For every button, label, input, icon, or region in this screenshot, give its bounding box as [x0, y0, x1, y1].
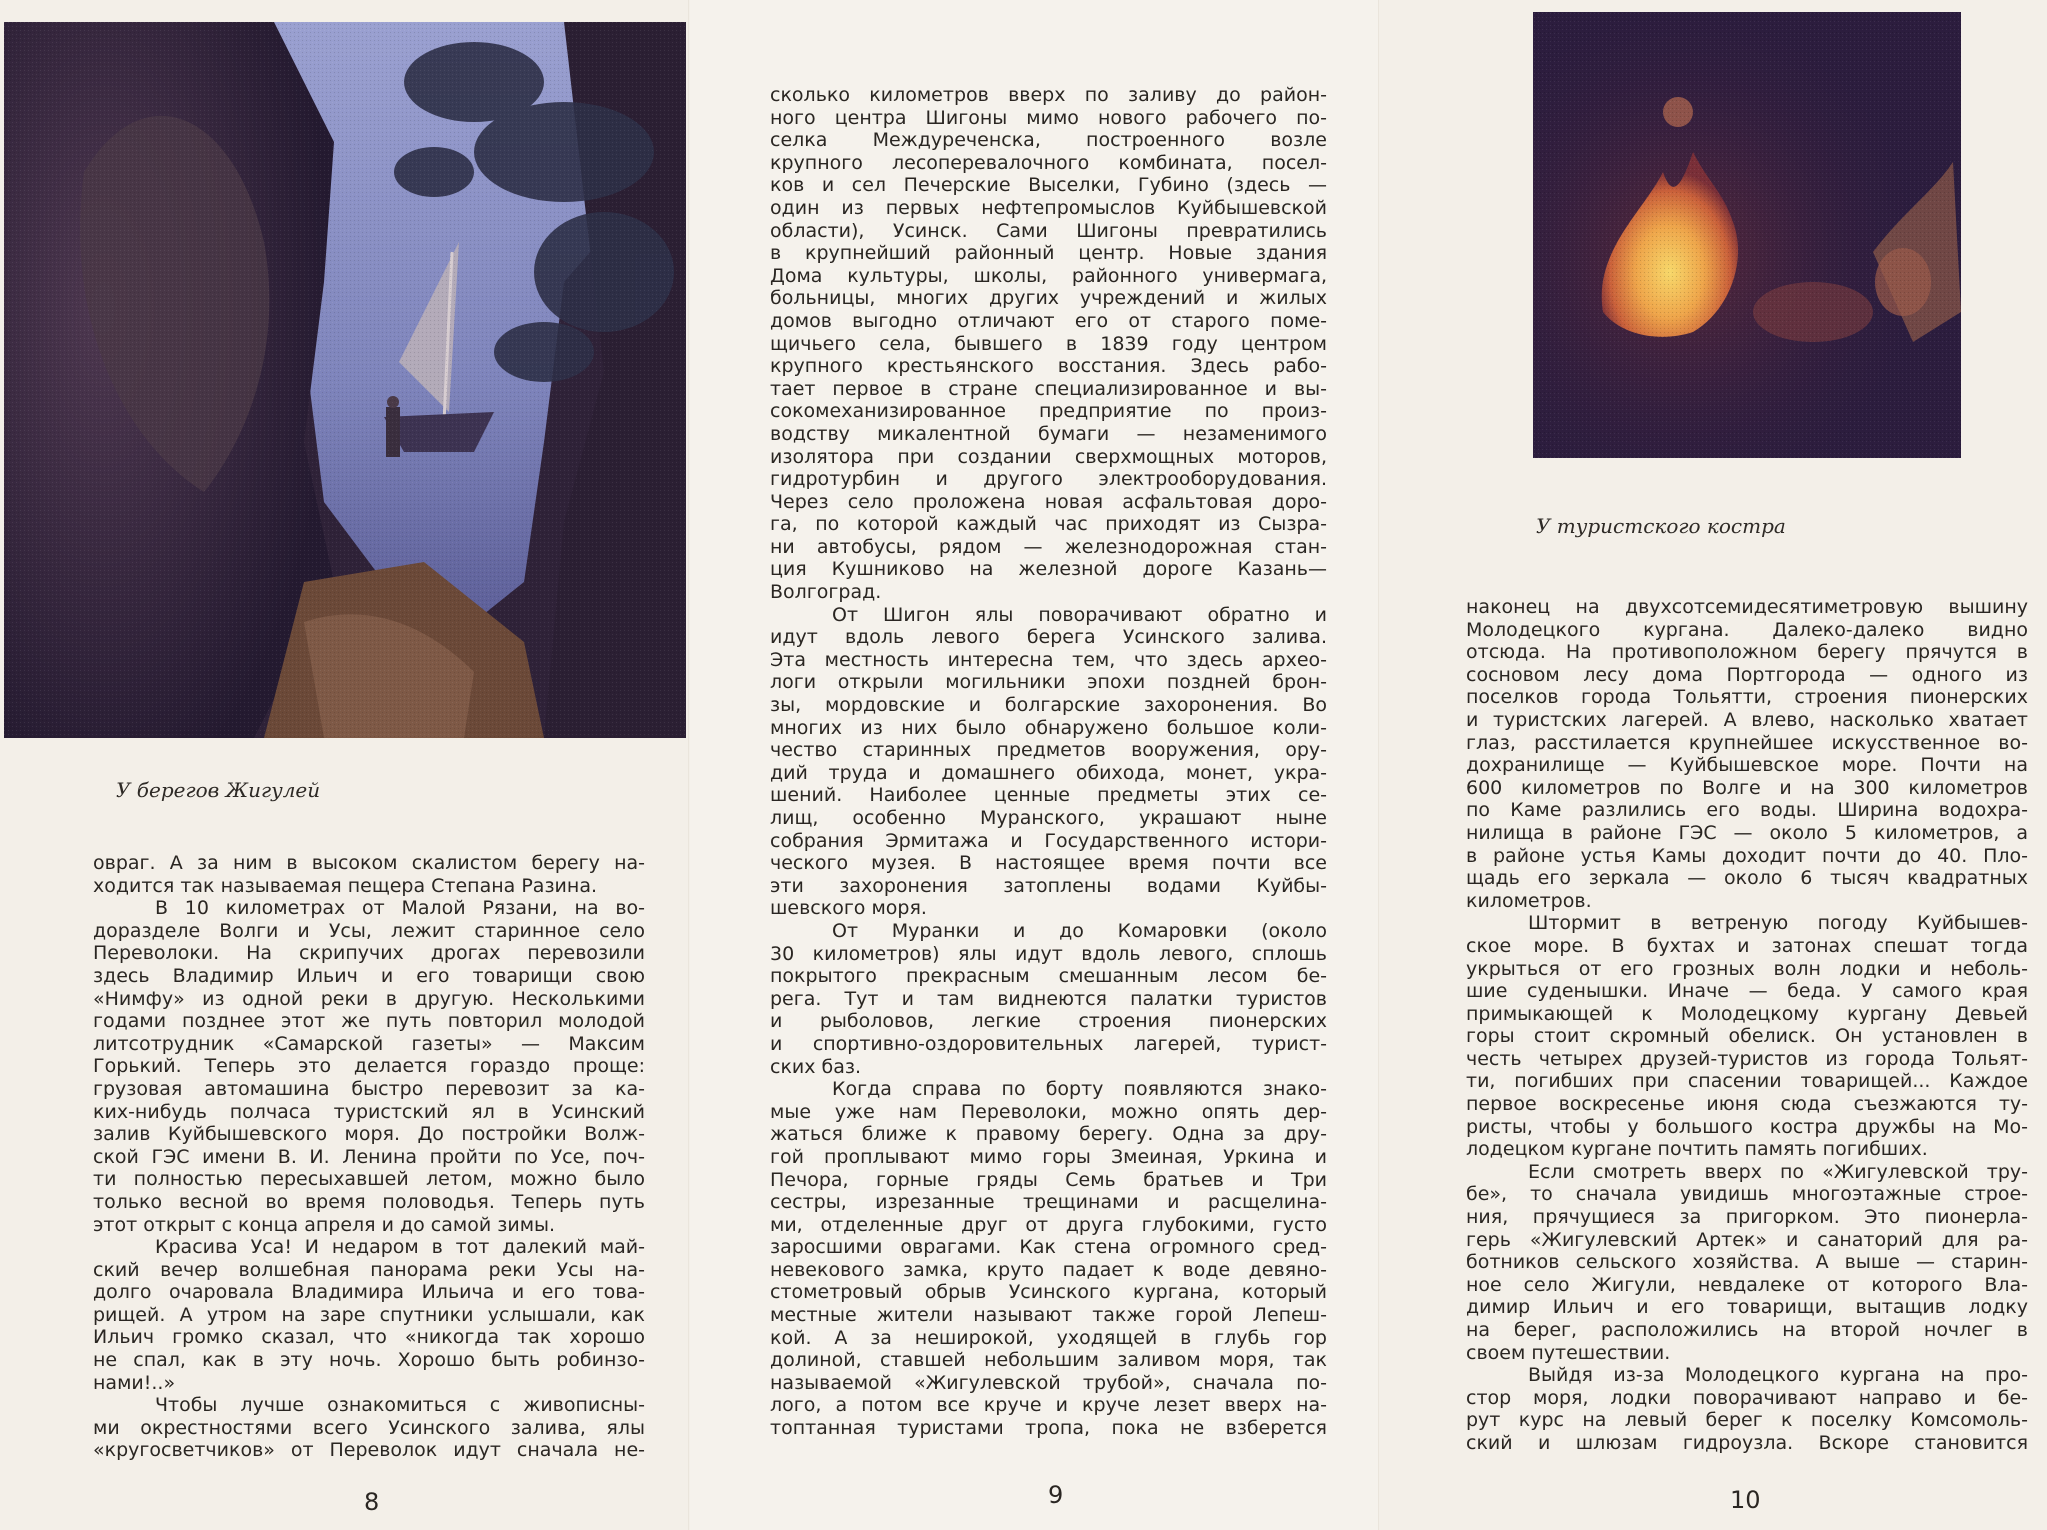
text-line [770, 491, 1327, 514]
text-line [93, 1191, 645, 1214]
text-line-content: шений. Наиболее ценные предметы этих се- [770, 784, 1327, 807]
text-line-content: ский вечер волшебная панорама реки Усы на- [93, 1258, 645, 1281]
text-line [770, 626, 1327, 649]
text-line [93, 1123, 645, 1146]
text-line-content: многих из них было обнаружено большое коли- [770, 716, 1327, 739]
text-line-content: стометровый обрыв Усинского кургана, который [770, 1281, 1327, 1304]
text-line-content: и рыболовов, легкие строения пионерских [770, 1010, 1327, 1033]
text-line [770, 1010, 1327, 1033]
text-line-content: первое воскресенье июня сюда съезжаются ту- [1466, 1093, 2028, 1116]
text-line-content: ми окрестностями всего Усинского залива, ялы [93, 1416, 645, 1439]
text-line-content: тает первое в стране специализированное и вы- [770, 377, 1327, 400]
text-line [770, 400, 1327, 423]
text-line [93, 920, 645, 943]
text-line [1466, 1048, 2028, 1071]
text-line-content: зы, мордовские и болгарские захоронения. Во [770, 694, 1327, 717]
text-line-content: селка Междуреченска, построенного возле [770, 129, 1327, 152]
text-line [770, 1078, 1327, 1101]
text-line-content: ский и шлюзам гидроузла. Вскоре становится [1466, 1431, 2028, 1454]
text-line-content: на берег, расположились на второй ночлег в [1466, 1319, 2028, 1341]
text-line [770, 1214, 1327, 1237]
text-line [93, 942, 645, 965]
text-line-content: щичьего села, бывшего в 1839 году центром [770, 332, 1327, 355]
text-line-content: и спортивно-оздоровительных лагерей, турист- [770, 1032, 1327, 1055]
text-line-content: ния, прячущиеся за пригорком. Это пионерла- [1466, 1206, 2028, 1229]
text-line-content: Молодецкого кургана. Далеко-далеко видно [1466, 618, 2028, 641]
text-line-content: годами позднее этот же путь повторил молодой [93, 1010, 645, 1033]
text-line-content: 30 километров) ялы идут вдоль левого, сплошь [770, 942, 1327, 965]
text-line-content: Если смотреть вверх по «Жигулевской тру- [1528, 1160, 2028, 1183]
text-line-content: местные жители называют также горой Лепеш- [770, 1304, 1327, 1327]
text-line-content: доразделе Волги и Усы, лежит старинное село [93, 919, 645, 942]
text-line-content: «кругосветчиков» от Переволок идут сначала не- [93, 1439, 645, 1462]
text-line [770, 1056, 1327, 1079]
text-line [770, 807, 1327, 830]
text-line [93, 965, 645, 988]
page-9 [690, 0, 1378, 1530]
text-line [770, 694, 1327, 717]
text-line [770, 1327, 1327, 1350]
text-line [770, 107, 1327, 130]
text-line-content: ми, отделенные друг от друга глубокими, густо [770, 1213, 1327, 1236]
text-line [93, 875, 645, 898]
photo-caption: У берегов Жигулей [116, 778, 321, 802]
photo-caption: У туристского костра [1536, 514, 1786, 538]
text-line-content: В 10 километрах от Малой Рязани, на во- [155, 897, 645, 920]
text-line-content: ного центра Шигоны мимо нового рабочего по- [770, 106, 1327, 129]
text-line [1466, 777, 2028, 800]
text-line [770, 558, 1327, 581]
cliffs-and-sailboat-photo [4, 22, 686, 738]
text-line-content: «Нимфу» из одной реки в другую. Несколькими [93, 987, 645, 1010]
text-line [1466, 754, 2028, 777]
text-line-content: примыкающей к Молодецкому кургану Девьей [1466, 1002, 2028, 1025]
text-line-content: сестры, изрезанные трещинами и расщелина- [770, 1191, 1327, 1214]
text-line-content: Ильич громко сказал, что «никогда так хорошо [93, 1326, 645, 1349]
text-line [770, 333, 1327, 356]
text-line [770, 671, 1327, 694]
text-line-content: ция Кушниково на железной дороге Казань— [770, 558, 1327, 581]
text-line [770, 287, 1327, 310]
text-line [93, 852, 645, 875]
text-line [1466, 890, 2028, 913]
text-line-content: по Каме разлились его воды. Ширина водохра- [1466, 799, 2028, 822]
text-line [93, 1214, 645, 1237]
text-line [93, 1055, 645, 1078]
text-line-content: Эта местность интересна тем, что здесь архео- [770, 648, 1327, 671]
text-line [770, 830, 1327, 853]
campfire-photo-illustration [1533, 12, 1961, 458]
text-line-content: шие суденышки. Иначе — беда. У самого края [1466, 980, 2028, 1003]
text-line [1466, 980, 2028, 1003]
text-line-content: Выйдя из-за Молодецкого кургана на про- [1528, 1364, 2028, 1387]
text-line [770, 965, 1327, 988]
text-line-content: идут вдоль левого берега Усинского залива. [770, 626, 1327, 649]
text-line-content: бе», то сначала увидишь многоэтажные строе- [1466, 1183, 2028, 1206]
text-line-content: сосновом лесу дома Портгорода — одного из [1466, 663, 2028, 686]
body-text-column [1466, 596, 2028, 1455]
text-line-content: димир Ильич и его товарищи, вытащив лодку [1466, 1296, 2028, 1319]
text-line [1466, 1251, 2028, 1274]
text-line-content: в районе устья Камы доходит почти до 40. Пло- [1466, 844, 2028, 867]
text-line-content: домов выгодно отличают его от старого поме- [770, 309, 1327, 332]
text-line-content: только весной во время половодья. Теперь путь [93, 1190, 645, 1213]
text-line-content: От Муранки и до Комаровки (около [832, 919, 1327, 942]
text-line [1466, 1070, 2028, 1093]
text-line [770, 129, 1327, 152]
text-line [93, 1439, 645, 1462]
text-line [1466, 1296, 2028, 1319]
text-line-content: ких-нибудь полчаса туристский ял в Усинский [93, 1100, 645, 1123]
text-line [1466, 1025, 2028, 1048]
text-line [770, 875, 1327, 898]
text-line-content: ни автобусы, рядом — железнодорожная стан- [770, 535, 1327, 558]
text-line-content: Когда справа по борту появляются знако- [832, 1078, 1327, 1101]
text-line [770, 265, 1327, 288]
campfire-photo [1533, 12, 1961, 458]
text-line-content: в крупнейший районный центр. Новые здания [770, 242, 1327, 265]
text-line [1466, 1409, 2028, 1432]
text-line-content: наконец на двухсотсемидесятиметровую вышину [1466, 596, 2028, 618]
page-number: 8 [364, 1488, 380, 1516]
text-line-content: поселков города Тольятти, строения пионерских [1466, 686, 2028, 709]
text-line [770, 988, 1327, 1011]
text-line-content: и туристских лагерей. А влево, насколько хватает [1466, 708, 2028, 731]
text-line [93, 1304, 645, 1327]
text-line [770, 1372, 1327, 1395]
text-line [1466, 1319, 2028, 1342]
text-line-content: крупного крестьянского восстания. Здесь рабо- [770, 355, 1327, 378]
text-line-content: ти полностью пересыхавшей летом, можно было [93, 1168, 645, 1191]
text-line [770, 762, 1327, 785]
text-line [1466, 1093, 2028, 1116]
text-line-content: щадь его зеркала — около 6 тысяч квадратных [1466, 867, 2028, 890]
text-line [770, 1417, 1327, 1440]
text-line [93, 1101, 645, 1124]
text-line [93, 1349, 645, 1372]
text-line [770, 468, 1327, 491]
text-line-content: собрания Эрмитажа и Государственного истори- [770, 829, 1327, 852]
text-line-content: укрыться от его грозных волн лодки и неболь- [1466, 957, 2028, 980]
text-line [93, 1078, 645, 1101]
text-line-content: ков и сел Печерские Выселки, Губино (здесь — [770, 174, 1327, 197]
text-line [1466, 958, 2028, 981]
text-line-content: называемой «Жигулевской трубой», сначала по- [770, 1371, 1327, 1394]
text-line-content: рищей. А утром на заре спутники услышали, как [93, 1303, 645, 1326]
text-line-content: больницы, многих других учреждений и жилых [770, 287, 1327, 310]
text-line [1466, 1229, 2028, 1252]
text-line [770, 1394, 1327, 1417]
text-line [93, 1326, 645, 1349]
text-line-content: ходится так называемая пещера Степана Разина. [93, 874, 598, 897]
text-line-content: нами!..» [93, 1371, 176, 1394]
text-line [770, 1281, 1327, 1304]
text-line [770, 84, 1327, 107]
text-line-content: долиной, ставшей небольшим заливом моря, так [770, 1349, 1327, 1372]
text-line [1466, 867, 2028, 890]
text-line [1466, 641, 2028, 664]
text-line-content: дий труда и домашнего обихода, монет, укра- [770, 761, 1327, 784]
text-line [770, 852, 1327, 875]
text-line-content: лого, а потом все круче и круче лезет вверх на- [770, 1394, 1327, 1417]
text-line-content: логи открыли могильники эпохи поздней брон- [770, 671, 1327, 694]
text-line-content: здесь Владимир Ильич и его товарищи свою [93, 964, 645, 987]
text-line-content: ботников сельского хозяйства. А выше — старин- [1466, 1251, 2028, 1274]
text-line [770, 1191, 1327, 1214]
text-line [93, 1033, 645, 1056]
text-line-content: залив Куйбышевского моря. До постройки Волж- [93, 1123, 645, 1146]
text-line [1466, 1342, 2028, 1365]
text-line [770, 604, 1327, 627]
text-line [770, 920, 1327, 943]
text-line [770, 378, 1327, 401]
text-line-content: герь «Жигулевский Артек» и санаторий для ра- [1466, 1228, 2028, 1251]
text-line-content: 600 километров по Волге и на 300 километров [1466, 776, 2028, 799]
text-line [1466, 935, 2028, 958]
text-line [770, 739, 1327, 762]
text-line [93, 1417, 645, 1440]
text-line [93, 1168, 645, 1191]
text-line-content: лодецком кургане почтить память погибших. [1466, 1138, 1928, 1161]
text-line-content: ских баз. [770, 1055, 862, 1078]
text-line [1466, 822, 2028, 845]
text-line-content: овраг. А за ним в высоком скалистом берегу на- [93, 852, 645, 874]
text-line-content: сокомеханизированное предприятие по произ- [770, 400, 1327, 423]
text-line-content: ристы, чтобы у большого костра дружбы на Мо- [1466, 1115, 2028, 1138]
text-line-content: гой проплывают мимо горы Змеиная, Уркина и [770, 1145, 1327, 1168]
text-line [770, 1146, 1327, 1169]
text-line-content: ской ГЭС имени В. И. Ленина пройти по Усе, поч- [93, 1145, 645, 1168]
text-line [770, 174, 1327, 197]
text-line-content: грузовая автомашина быстро перевозит за ка- [93, 1077, 645, 1100]
text-line [770, 446, 1327, 469]
text-line-content: жаться ближе к правому берегу. Одна за дру- [770, 1123, 1327, 1146]
text-line-content: этот открыт с конца апреля и до самой зимы. [93, 1213, 556, 1236]
page-number: 9 [1048, 1481, 1064, 1509]
text-line [770, 152, 1327, 175]
text-line [93, 1146, 645, 1169]
text-line-content: Дома культуры, школы, районного универмага, [770, 264, 1327, 287]
text-line [770, 513, 1327, 536]
text-line-content: долго очаровала Владимира Ильича и его това- [93, 1281, 645, 1304]
text-line-content: ное село Жигули, невдалеке от которого Вла- [1466, 1273, 2028, 1296]
cliffs-photo-illustration [4, 22, 686, 738]
text-line [770, 1236, 1327, 1259]
text-line [1466, 686, 2028, 709]
text-line [1466, 1003, 2028, 1026]
page-8 [0, 0, 688, 1530]
text-line [93, 897, 645, 920]
text-line-content: От Шигон ялы поворачивают обратно и [832, 603, 1327, 626]
text-line [770, 1304, 1327, 1327]
text-line-content: горы стоит скромный обелиск. Он установлен в [1466, 1025, 2028, 1048]
text-line [1466, 596, 2028, 619]
text-line-content: шевского моря. [770, 897, 927, 920]
text-line-content: отсюда. На противоположном берегу прячутся в [1466, 641, 2028, 664]
text-line [1466, 1206, 2028, 1229]
text-line-content: Штормит в ветреную погоду Куйбышев- [1528, 912, 2028, 935]
text-line [770, 242, 1327, 265]
text-line [1466, 1432, 2028, 1455]
text-line [770, 310, 1327, 333]
text-line [770, 1259, 1327, 1282]
text-line-content: заросшими оврагами. Как стена огромного сред- [770, 1236, 1327, 1259]
text-line [770, 649, 1327, 672]
text-line-content: один из первых нефтепромыслов Куйбышевской [770, 196, 1327, 219]
text-line-content: своем путешествии. [1466, 1341, 1671, 1364]
body-text-column [770, 84, 1327, 1440]
text-line [93, 1394, 645, 1417]
text-line-content: рут курс на левый берег к поселку Комсомоль- [1466, 1409, 2028, 1432]
text-line [1466, 1138, 2028, 1161]
text-line [93, 1372, 645, 1395]
text-line [1466, 1364, 2028, 1387]
text-line [770, 1123, 1327, 1146]
text-line-content: дохранилище — Куйбышевское море. Почти на [1466, 754, 2028, 777]
text-line [1466, 1274, 2028, 1297]
text-line-content: области), Усинск. Сами Шигоны превратились [770, 219, 1327, 242]
text-line [93, 1010, 645, 1033]
text-line-content: водству микалентной бумаги — незаменимого [770, 422, 1327, 445]
text-line [1466, 799, 2028, 822]
text-line-content: литсотрудник «Самарской газеты» — Максим [93, 1032, 645, 1055]
text-line-content: Переволоки. На скрипучих дрогах перевозили [93, 942, 645, 965]
text-line [770, 1349, 1327, 1372]
text-line-content: ти, погибших при спасении товарищей... Каждое [1466, 1070, 2028, 1093]
text-line [1466, 664, 2028, 687]
text-line [1466, 1387, 2028, 1410]
text-line-content: ское море. В бухтах и затонах спешат тогда [1466, 934, 2028, 957]
text-line [770, 355, 1327, 378]
text-line-content: лищ, особенно Муранского, украшают ныне [770, 807, 1327, 829]
page-number: 10 [1730, 1486, 1761, 1514]
text-line-content: рега. Тут и там виднеются палатки туристов [770, 987, 1327, 1010]
text-line [770, 1033, 1327, 1056]
text-line-content: топтанная туристами тропа, пока не взберется [770, 1417, 1327, 1440]
text-line [770, 943, 1327, 966]
text-line-content: Красива Уса! И недаром в тот далекий май- [155, 1236, 645, 1259]
text-line [770, 220, 1327, 243]
text-line [770, 1169, 1327, 1192]
body-text-column [93, 852, 645, 1462]
text-line-content: изолятора при создании сверхмощных моторов, [770, 445, 1327, 468]
text-line-content: крупного лесоперевалочного комбината, посел- [770, 151, 1327, 174]
text-line-content: га, по которой каждый час приходят из Сызра- [770, 513, 1327, 536]
text-line-content: гидротурбин и другого электрооборудования. [770, 468, 1327, 491]
text-line-content: ческого музея. В настоящее время почти все [770, 852, 1327, 875]
text-line-content: Горький. Теперь это делается гораздо проще: [93, 1055, 645, 1078]
text-line [93, 988, 645, 1011]
text-line [1466, 732, 2028, 755]
text-line [1466, 709, 2028, 732]
text-line [1466, 619, 2028, 642]
text-line-content: не спал, как в эту ночь. Хорошо быть робинзо- [93, 1349, 645, 1372]
text-line-content: чество старинных предметов вооружения, ору- [770, 739, 1327, 762]
text-line [770, 784, 1327, 807]
text-line [770, 581, 1327, 604]
text-line-content: кой. А за неширокой, уходящей в глубь гор [770, 1326, 1327, 1349]
text-line [770, 197, 1327, 220]
text-line-content: эти захоронения затоплены водами Куйбы- [770, 874, 1327, 897]
text-line [93, 1236, 645, 1259]
text-line-content: Волгоград. [770, 581, 882, 604]
text-line-content: сколько километров вверх по заливу до район- [770, 84, 1327, 106]
text-line [770, 897, 1327, 920]
text-line-content: Чтобы лучше ознакомиться с живописны- [155, 1394, 645, 1417]
text-line [770, 423, 1327, 446]
text-line-content: мые уже нам Переволоки, можно опять дер- [770, 1100, 1327, 1123]
text-line [770, 1101, 1327, 1124]
text-line [1466, 1116, 2028, 1139]
text-line [93, 1259, 645, 1282]
text-line-content: покрытого прекрасным смешанным лесом бе- [770, 965, 1327, 988]
text-line [1466, 845, 2028, 868]
text-line-content: километров. [1466, 889, 1592, 912]
text-line-content: Через село проложена новая асфальтовая доро- [770, 490, 1327, 513]
text-line [770, 536, 1327, 559]
text-line-content: невекового замка, круто падает к воде девяно- [770, 1258, 1327, 1281]
text-line-content: стор моря, лодки поворачивают направо и бе- [1466, 1386, 2028, 1409]
text-line [770, 717, 1327, 740]
text-line-content: Печора, горные гряды Семь братьев и Три [770, 1168, 1327, 1191]
text-line [1466, 1183, 2028, 1206]
text-line-content: нилища в районе ГЭС — около 5 километров, а [1466, 821, 2028, 844]
text-line [1466, 1161, 2028, 1184]
text-line-content: глаз, расстилается крупнейшее искусственное во- [1466, 731, 2028, 754]
text-line [93, 1281, 645, 1304]
page-10 [1380, 0, 2047, 1530]
text-line [1466, 912, 2028, 935]
text-line-content: честь четырех друзей-туристов из города Тольят- [1466, 1047, 2028, 1070]
